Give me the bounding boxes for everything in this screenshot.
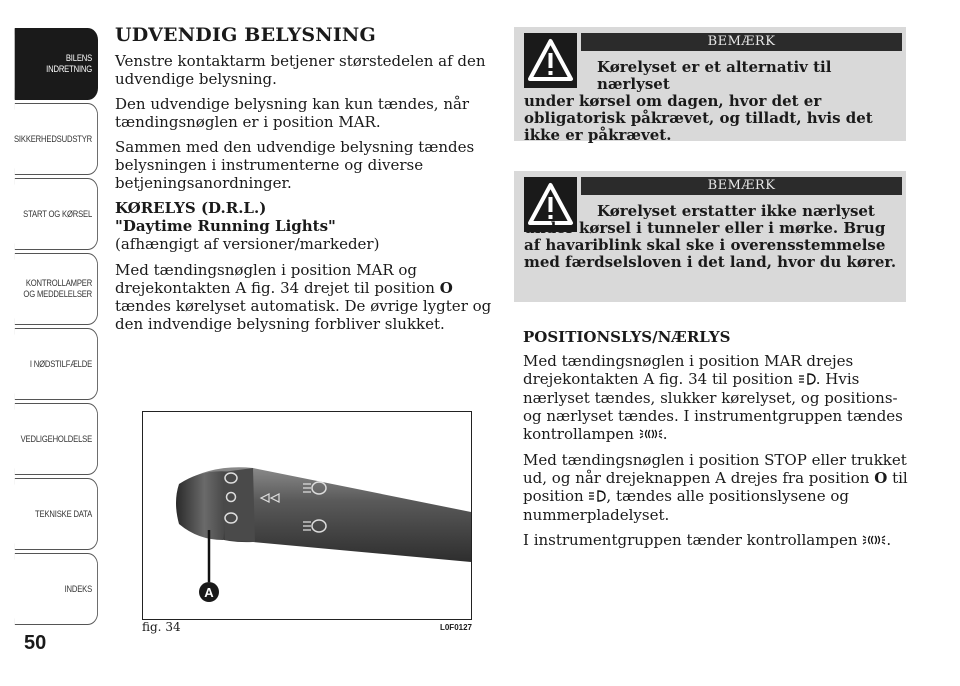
paragraph: Med tændingsnøglen i position STOP eller trukket ud, og når drejeknappen A drejes fra position O til position , tændes alle positionslysene og nummerpladelyset. [523,451,908,524]
paragraph: I instrumentgruppen tænder kontrollampen . [523,531,892,549]
note-box-2 [514,171,906,302]
drl-subtitle: "Daytime Running Lights" [115,217,336,235]
position-lights-icon [862,532,886,550]
left-column [115,24,493,340]
tab-bilens-indretning[interactable] [15,28,98,100]
low-beam-icon [588,488,606,506]
paragraph: Med tændingsnøglen i position MAR og drejekontakten A fig. 34 drejet til position O tændes kørelyset automatisk. De øvrige lygter og den indvendige belysning forbliver slukket. [115,261,492,333]
figure-code: L0F0127 [439,623,472,632]
tab-label: BILENS INDRETNING [46,53,93,74]
tab-tekniske-data[interactable] [15,478,98,550]
drl-note: (afhængigt af versioner/markeder) [115,235,380,253]
tab-indeks[interactable] [15,553,98,625]
tab-label: SIKKERHEDSUDSTYR [13,133,93,144]
tab-i-nodstilfaelde[interactable] [15,328,98,400]
position-o-symbol: O [874,469,888,487]
position-o-symbol: O [439,279,453,297]
tab-start-og-korsel[interactable] [15,178,98,250]
tab-label: VEDLIGEHOLDELSE [20,433,93,444]
tab-label: TEKNISKE DATA [35,508,93,519]
paragraph: Den udvendige belysning kan kun tændes, når tændingsnøglen er i position MAR. [115,95,470,131]
page-number: 50 [24,632,47,654]
figure-caption: fig. 34 [142,620,181,634]
tab-sikkerhedsudstyr[interactable] [15,103,98,175]
paragraph: Med tændingsnøglen i position MAR drejes drejekontakten A fig. 34 til position . Hvis nærlyset tændes, slukker kørelyset, og positions- og nærlyset tændes. I instrumentgruppen tændes kontrollampen . [523,352,903,443]
tab-label: I NØDSTILFÆLDE [29,358,93,369]
note-header: BEMÆRK [581,177,902,195]
figure-light-switch [142,411,472,620]
note-box-1 [514,27,906,144]
drl-heading: KØRELYS (D.R.L.) [115,199,267,217]
callout-a: A [204,585,214,600]
light-stalk-illustration [143,412,471,619]
tab-label: KONTROLLAMPER OG MEDDELELSER [23,278,93,299]
right-column [523,328,908,557]
tab-label: INDEKS [64,583,93,594]
note-text: Kørelyset erstatter ikke nærlyset under kørsel i tunneler eller i mørke. Brug af havariblink skal ske i overensstemmelse med færdselsloven i det land, hvor du kører. [524,202,897,271]
tab-kontrollamper[interactable] [15,253,98,325]
note-text: Kørelyset er et alternativ til nærlyset under kørsel om dagen, hvor det er obligatorisk påkrævet, og tilladt, hvis det ikke er påkrævet. [524,58,873,144]
note-header: BEMÆRK [581,33,902,51]
section-title: UDVENDIG BELYSNING [115,24,376,46]
figure-caption-row [142,620,472,634]
paragraph: Venstre kontaktarm betjener størstedelen af den udvendige belysning. [115,52,486,88]
tab-vedligeholdelse[interactable] [15,403,98,475]
paragraph: Sammen med den udvendige belysning tændes belysningen i instrumenterne og diverse betjeningsanordninger. [115,138,475,192]
tab-label: START OG KØRSEL [23,208,93,219]
position-lights-icon [639,426,663,444]
low-beam-icon [798,371,816,389]
positionslys-heading: POSITIONSLYS/NÆRLYS [523,328,731,346]
